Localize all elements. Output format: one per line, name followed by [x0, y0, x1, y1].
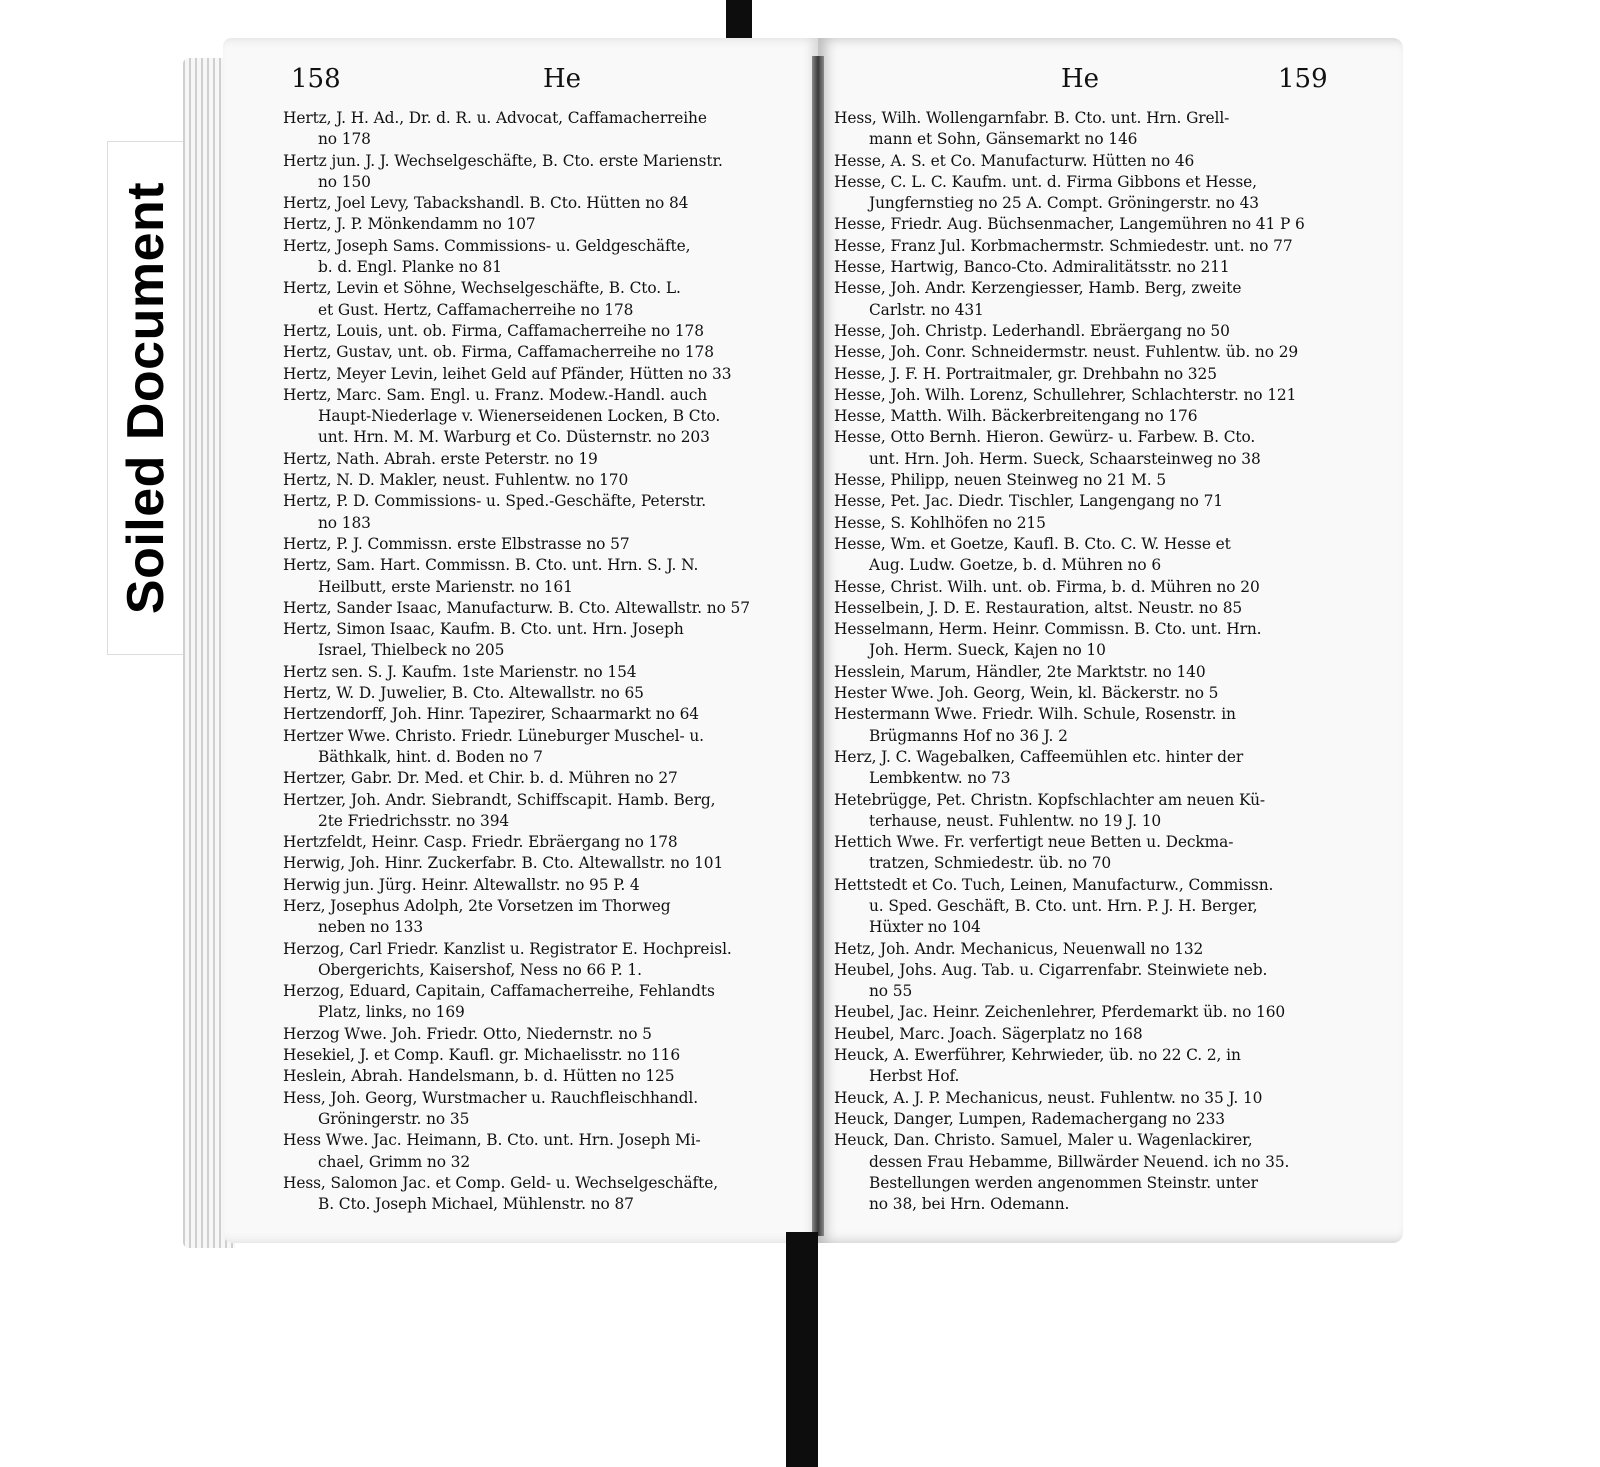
entry-line: Hesse, A. S. et Co. Manufacturw. Hütten no 46 — [834, 151, 1195, 170]
entry-line: Hesselmann, Herm. Heinr. Commissn. B. Cto. unt. Hrn. — [834, 620, 1262, 639]
entry-line: Hertz, Levin et Söhne, Wechselgeschäfte, B. Cto. L. — [283, 279, 681, 298]
entry-line: Hesse, Hartwig, Banco-Cto. Admiralitätsstr. no 211 — [834, 258, 1230, 277]
entry-line: b. d. Engl. Planke no 81 — [318, 258, 502, 277]
entry-line: Hess, Wilh. Wollengarnfabr. B. Cto. unt. Hrn. Grell- — [834, 109, 1230, 127]
entry-line: Hertz, Louis, unt. ob. Firma, Caffamacherreihe no 178 — [283, 321, 704, 340]
entry-line: Hertz, N. D. Makler, neust. Fuhlentw. no 170 — [283, 471, 629, 490]
entry-line: unt. Hrn. Joh. Herm. Sueck, Schaarsteinweg no 38 — [869, 449, 1261, 468]
entry-line: Hesse, J. F. H. Portraitmaler, gr. Drehbahn no 325 — [834, 364, 1217, 383]
entry-line: Hesse, Pet. Jac. Diedr. Tischler, Langengang no 71 — [834, 492, 1223, 511]
entry-line: Hertzer, Gabr. Dr. Med. et Chir. b. d. Mühren no 27 — [283, 769, 678, 788]
soiled-document-stamp — [107, 141, 184, 655]
entry-line: Hesse, Joh. Conr. Schneidermstr. neust. Fuhlentw. üb. no 29 — [834, 343, 1299, 362]
entry-line: Hertz, J. H. Ad., Dr. d. R. u. Advocat, Caffamacherreihe — [283, 109, 707, 127]
book-gutter — [812, 56, 824, 1236]
entry-line: et Gust. Hertz, Caffamacherreihe no 178 — [318, 300, 634, 319]
entry-line: Hesse, Friedr. Aug. Büchsenmacher, Langemühren no 41 P 6 — [834, 215, 1305, 234]
entry-line: Aug. Ludw. Goetze, b. d. Mühren no 6 — [869, 556, 1162, 575]
entry-line: Hesse, Joh. Wilh. Lorenz, Schullehrer, Schlachterstr. no 121 — [834, 385, 1297, 404]
entry-line: Hertz, Simon Isaac, Kaufm. B. Cto. unt. Hrn. Joseph — [283, 620, 684, 639]
entry-line: Platz, links, no 169 — [318, 1003, 465, 1022]
entry-line: Heuck, Dan. Christo. Samuel, Maler u. Wagenlackirer, — [834, 1131, 1253, 1150]
entry-line: Hertz, P. D. Commissions- u. Sped.-Geschäfte, Peterstr. — [283, 492, 707, 511]
entry-line: Hetz, Joh. Andr. Mechanicus, Neuenwall no 132 — [834, 939, 1204, 958]
entry-line: unt. Hrn. M. M. Warburg et Co. Düsternstr. no 203 — [318, 428, 710, 447]
entry-line: Hesse, Wm. et Goetze, Kaufl. B. Cto. C. W. Hesse et — [834, 534, 1231, 553]
right-page — [818, 38, 1403, 1243]
entry-line: Herzog, Carl Friedr. Kanzlist u. Registrator E. Hochpreisl. — [283, 939, 732, 958]
entry-line: Hettich Wwe. Fr. verfertigt neue Betten u. Deckma- — [834, 833, 1234, 852]
entry-line: Hertzer, Joh. Andr. Siebrandt, Schiffscapit. Hamb. Berg, — [283, 790, 716, 809]
entry-line: Hertz, Marc. Sam. Engl. u. Franz. Modew.-Handl. auch — [283, 385, 708, 404]
entry-line: Hertz, Sander Isaac, Manufacturw. B. Cto. Altewallstr. no 57 — [283, 598, 750, 617]
entry-line: Herz, Josephus Adolph, 2te Vorsetzen im Thorweg — [283, 896, 671, 915]
entry-line: 2te Friedrichsstr. no 394 — [318, 811, 510, 830]
stamp-label: Soiled Document — [116, 181, 175, 615]
open-book — [183, 38, 1408, 1260]
entry-line: Heubel, Johs. Aug. Tab. u. Cigarrenfabr. Steinwiete neb. — [834, 960, 1268, 979]
entry-line: Hertz, W. D. Juwelier, B. Cto. Altewallstr. no 65 — [283, 684, 644, 703]
page-number: 159 — [1278, 64, 1328, 94]
running-head: He — [543, 64, 582, 94]
entry-line: Hesekiel, J. et Comp. Kaufl. gr. Michaelisstr. no 116 — [283, 1046, 681, 1065]
entry-line: Brügmanns Hof no 36 J. 2 — [869, 726, 1068, 745]
entry-line: Heilbutt, erste Marienstr. no 161 — [318, 577, 573, 596]
entry-line: Bäthkalk, hint. d. Boden no 7 — [318, 747, 543, 766]
entry-line: Herwig jun. Jürg. Heinr. Altewallstr. no 95 P. 4 — [283, 875, 640, 894]
directory-entries — [283, 108, 788, 1215]
entry-line: Hesse, Matth. Wilh. Bäckerbreitengang no 176 — [834, 407, 1198, 426]
entry-line: B. Cto. Joseph Michael, Mühlenstr. no 87 — [318, 1195, 634, 1214]
entry-line: chael, Grimm no 32 — [318, 1152, 471, 1171]
entry-line: Hertz, Sam. Hart. Commissn. B. Cto. unt. Hrn. S. J. N. — [283, 556, 699, 575]
entry-line: Hertz, Joseph Sams. Commissions- u. Geldgeschäfte, — [283, 236, 691, 255]
entry-line: Hertz sen. S. J. Kaufm. 1ste Marienstr. no 154 — [283, 662, 637, 681]
entry-line: Heuck, A. J. P. Mechanicus, neust. Fuhlentw. no 35 J. 10 — [834, 1088, 1263, 1107]
entry-line: Bestellungen werden angenommen Steinstr. unter — [869, 1173, 1258, 1192]
entry-line: Heslein, Abrah. Handelsmann, b. d. Hütten no 125 — [283, 1067, 675, 1086]
entry-line: no 38, bei Hrn. Odemann. — [869, 1195, 1070, 1214]
entry-line: no 55 — [869, 982, 913, 1001]
entry-line: Hester Wwe. Joh. Georg, Wein, kl. Bäckerstr. no 5 — [834, 684, 1219, 703]
entry-line: Hestermann Wwe. Friedr. Wilh. Schule, Rosenstr. in — [834, 705, 1236, 724]
entry-line: Israel, Thielbeck no 205 — [318, 641, 505, 660]
entry-line: no 150 — [318, 172, 371, 191]
entry-line: terhause, neust. Fuhlentw. no 19 J. 10 — [869, 811, 1162, 830]
entry-line: Hertzer Wwe. Christo. Friedr. Lüneburger Muschel- u. — [283, 726, 704, 745]
entry-line: Hesslein, Marum, Händler, 2te Marktstr. no 140 — [834, 662, 1206, 681]
entry-line: Hesse, Joh. Christp. Lederhandl. Ebräergang no 50 — [834, 321, 1230, 340]
entry-line: Hesse, Franz Jul. Korbmachermstr. Schmiedestr. unt. no 77 — [834, 236, 1293, 255]
bookmark-ribbon-bottom — [786, 1232, 818, 1467]
entry-line: u. Sped. Geschäft, B. Cto. unt. Hrn. P. J. H. Berger, — [869, 896, 1258, 915]
entry-line: Heuck, A. Ewerführer, Kehrwieder, üb. no 22 C. 2, in — [834, 1046, 1241, 1065]
entry-line: Hesse, Philipp, neuen Steinweg no 21 M. 5 — [834, 471, 1167, 490]
entry-line: Hess Wwe. Jac. Heimann, B. Cto. unt. Hrn. Joseph Mi- — [283, 1131, 701, 1150]
entry-line: Hesse, C. L. C. Kaufm. unt. d. Firma Gibbons et Hesse, — [834, 172, 1257, 191]
entry-line: Obergerichts, Kaisershof, Ness no 66 P. 1. — [318, 960, 642, 979]
entry-line: Hesse, S. Kohlhöfen no 215 — [834, 513, 1046, 532]
entry-line: Heuck, Danger, Lumpen, Rademachergang no 233 — [834, 1109, 1225, 1128]
entry-line: Carlstr. no 431 — [869, 300, 984, 319]
entry-line: Hertz, Meyer Levin, leihet Geld auf Pfänder, Hütten no 33 — [283, 364, 732, 383]
entry-line: Hertz, Gustav, unt. ob. Firma, Caffamacherreihe no 178 — [283, 343, 714, 362]
entry-line: no 183 — [318, 513, 371, 532]
entry-line: neben no 133 — [318, 918, 424, 937]
left-page — [223, 38, 818, 1243]
entry-line: Joh. Herm. Sueck, Kajen no 10 — [869, 641, 1106, 660]
entry-line: dessen Frau Hebamme, Billwärder Neuend. ich no 35. — [869, 1152, 1290, 1171]
entry-line: Heubel, Marc. Joach. Sägerplatz no 168 — [834, 1024, 1143, 1043]
entry-line: Hettstedt et Co. Tuch, Leinen, Manufacturw., Commissn. — [834, 875, 1274, 894]
entry-line: Hess, Joh. Georg, Wurstmacher u. Rauchfleischhandl. — [283, 1088, 699, 1107]
entry-line: Hertz, Joel Levy, Tabackshandl. B. Cto. Hütten no 84 — [283, 194, 689, 213]
entry-line: Hertz, P. J. Commissn. erste Elbstrasse no 57 — [283, 534, 630, 553]
entry-line: Hertz jun. J. J. Wechselgeschäfte, B. Cto. erste Marienstr. — [283, 151, 723, 170]
entry-line: Hertz, J. P. Mönkendamm no 107 — [283, 215, 536, 234]
entry-line: Hess, Salomon Jac. et Comp. Geld- u. Wechselgeschäfte, — [283, 1173, 719, 1192]
entry-line: Herzog Wwe. Joh. Friedr. Otto, Niedernstr. no 5 — [283, 1024, 652, 1043]
entry-line: Herwig, Joh. Hinr. Zuckerfabr. B. Cto. Altewallstr. no 101 — [283, 854, 724, 873]
running-head: He — [1061, 64, 1100, 94]
entry-line: Gröningerstr. no 35 — [318, 1109, 470, 1128]
entry-line: Herzog, Eduard, Capitain, Caffamacherreihe, Fehlandts — [283, 982, 715, 1001]
entry-line: Hertzfeldt, Heinr. Casp. Friedr. Ebräergang no 178 — [283, 833, 678, 852]
entry-line: Hertz, Nath. Abrah. erste Peterstr. no 19 — [283, 449, 598, 468]
directory-entries — [834, 108, 1354, 1215]
entry-line: Hesse, Christ. Wilh. unt. ob. Firma, b. d. Mühren no 20 — [834, 577, 1260, 596]
entry-line: Lembkentw. no 73 — [869, 769, 1011, 788]
entry-line: Hesse, Joh. Andr. Kerzengiesser, Hamb. Berg, zweite — [834, 279, 1242, 298]
entry-line: Haupt-Niederlage v. Wienerseidenen Locken, B Cto. — [318, 407, 721, 426]
entry-line: Herbst Hof. — [869, 1067, 960, 1086]
entry-line: mann et Sohn, Gänsemarkt no 146 — [869, 130, 1138, 149]
entry-line: Hesselbein, J. D. E. Restauration, altst. Neustr. no 85 — [834, 598, 1243, 617]
entry-line: Hetebrügge, Pet. Christn. Kopfschlachter am neuen Kü- — [834, 790, 1266, 809]
entry-line: Jungfernstieg no 25 A. Compt. Gröningerstr. no 43 — [869, 194, 1259, 213]
entry-line: Heubel, Jac. Heinr. Zeichenlehrer, Pferdemarkt üb. no 160 — [834, 1003, 1286, 1022]
entry-line: Herz, J. C. Wagebalken, Caffeemühlen etc. hinter der — [834, 747, 1244, 766]
entry-line: Hertzendorff, Joh. Hinr. Tapezirer, Schaarmarkt no 64 — [283, 705, 699, 724]
entry-line: Hüxter no 104 — [869, 918, 981, 937]
entry-line: tratzen, Schmiedestr. üb. no 70 — [869, 854, 1112, 873]
page-number: 158 — [291, 64, 341, 94]
entry-line: Hesse, Otto Bernh. Hieron. Gewürz- u. Farbew. B. Cto. — [834, 428, 1256, 447]
entry-line: no 178 — [318, 130, 371, 149]
